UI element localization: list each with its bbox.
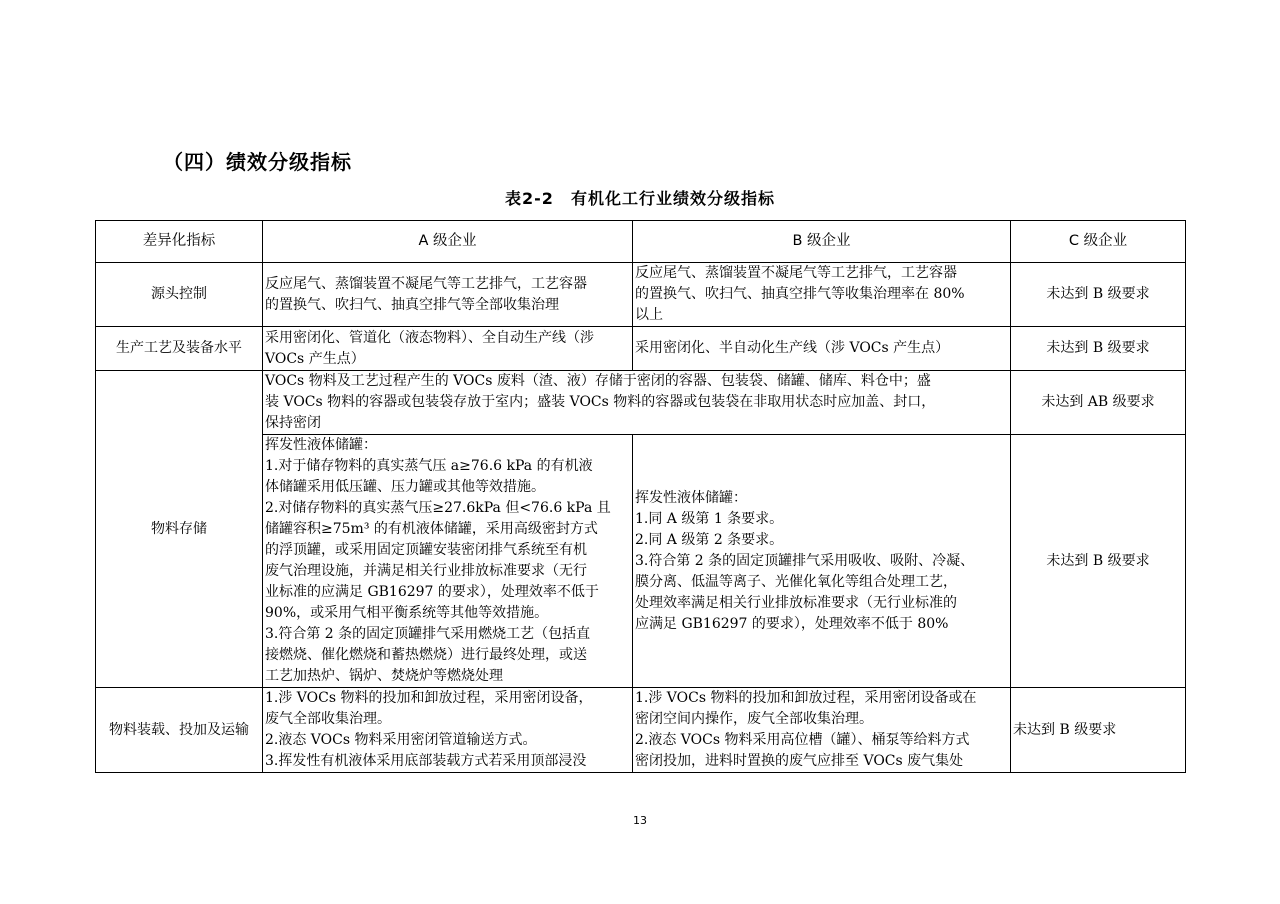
grade-c-cell: 未达到 B 级要求 xyxy=(1011,435,1186,688)
grade-a-cell: 1.涉 VOCs 物料的投加和卸放过程，采用密闭设备， 废气全部收集治理。 2.液态 VOCs 物料采用密闭管道输送方式。 3.挥发性有机液体采用底部装载方式若采用顶部浸没 xyxy=(263,688,633,773)
grade-b-cell: 挥发性液体储罐： 1.同 A 级第 1 条要求。 2.同 A 级第 2 条要求。 3.符合第 2 条的固定顶罐排气采用吸收、吸附、冷凝、 膜分离、低温等离子、光催化氧化等组合处理工艺， 处理效率满足相关行业排放标准要求（无行业标准的 应满足 GB16297 的要求），处理效率不低于 80% xyxy=(633,435,1011,688)
grade-a-cell: 反应尾气、蒸馏装置不凝尾气等工艺排气，工艺容器 的置换气、吹扫气、抽真空排气等全部收集治理 xyxy=(263,263,633,327)
grade-b-cell: 1.涉 VOCs 物料的投加和卸放过程，采用密闭设备或在 密闭空间内操作，废气全部收集治理。 2.液态 VOCs 物料采用高位槽（罐）、桶泵等给料方式 密闭投加，进料时置换的废气应排至 VOCs 废气集处 xyxy=(633,688,1011,773)
grade-ab-cell: VOCs 物料及工艺过程产生的 VOCs 废料（渣、液）存储于密闭的容器、包装袋、储罐、储库、料仓中；盛 装 VOCs 物料的容器或包装袋存放于室内；盛装 VOCs 物料的容器或包装袋在非取用状态时应加盖、封口， 保持密闭 xyxy=(263,371,1011,435)
header-grade-b: B 级企业 xyxy=(633,221,1011,263)
indicator-cell: 源头控制 xyxy=(96,263,263,327)
indicator-cell: 物料装载、投加及运输 xyxy=(96,688,263,773)
grade-c-cell: 未达到 B 级要求 xyxy=(1011,688,1186,773)
grade-b-cell: 采用密闭化、半自动化生产线（涉 VOCs 产生点） xyxy=(633,327,1011,371)
indicator-cell: 生产工艺及装备水平 xyxy=(96,327,263,371)
table-row-storage-general xyxy=(96,371,1186,435)
grade-c-cell: 未达到 B 级要求 xyxy=(1011,263,1186,327)
grade-a-cell: 采用密闭化、管道化（液态物料）、全自动生产线（涉 VOCs 产生点） xyxy=(263,327,633,371)
grade-b-cell: 反应尾气、蒸馏装置不凝尾气等工艺排气，工艺容器 的置换气、吹扫气、抽真空排气等收集治理率在 80% 以上 xyxy=(633,263,1011,327)
table-caption: 表2-2 有机化工行业绩效分级指标 xyxy=(505,189,775,208)
grade-a-cell: 挥发性液体储罐： 1.对于储存物料的真实蒸气压 a≥76.6 kPa 的有机液 体储罐采用低压罐、压力罐或其他等效措施。 2.对储存物料的真实蒸气压≥27.6kPa 但<76.6 kPa 且 储罐容积≥75m³ 的有机液体储罐，采用高级密封方式 的浮顶罐，或采用固定顶罐安装密闭排气系统至有机 废气治理设施，并满足相关行业排放标准要求（无行 业标准的应满足 GB16297 的要求），处理效率不低于 90%，或采用气相平衡系统等其他等效措施。 3.符合第 2 条的固定顶罐排气采用燃烧工艺（包括直 接燃烧、催化燃烧和蓄热燃烧）进行最终处理，或送 工艺加热炉、锅炉、焚烧炉等燃烧处理 xyxy=(263,435,633,688)
header-grade-a: A 级企业 xyxy=(263,221,633,263)
table-row-loading xyxy=(96,688,1186,773)
table-header-row xyxy=(96,221,1186,263)
header-grade-c: C 级企业 xyxy=(1011,221,1186,263)
header-indicator: 差异化指标 xyxy=(96,221,263,263)
table-row-source-control xyxy=(96,263,1186,327)
performance-grading-table xyxy=(95,220,1186,773)
page-number: 13 xyxy=(633,814,647,827)
grade-c-cell: 未达到 B 级要求 xyxy=(1011,327,1186,371)
table-row-production xyxy=(96,327,1186,371)
grade-c-cell: 未达到 AB 级要求 xyxy=(1011,371,1186,435)
section-heading: （四）绩效分级指标 xyxy=(163,150,352,174)
indicator-cell: 物料存储 xyxy=(96,371,263,688)
